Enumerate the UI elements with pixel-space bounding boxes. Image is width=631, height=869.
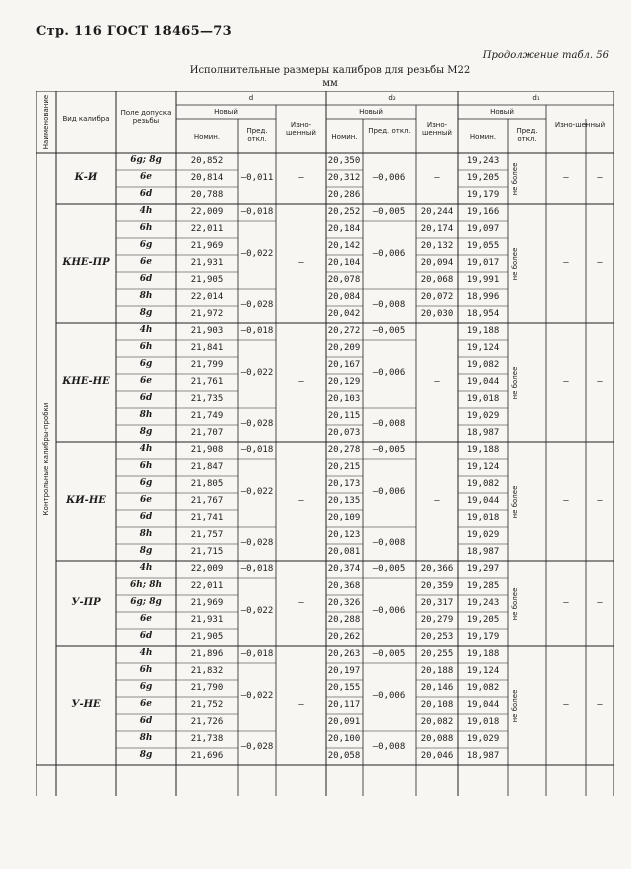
- header-d1: d₁: [532, 94, 540, 102]
- tolerance-field: 6g: [139, 359, 153, 369]
- d1-nominal: 18,987: [466, 751, 500, 761]
- not-more-label: не более: [511, 247, 519, 280]
- d2-nominal: 20,184: [327, 224, 361, 234]
- d2-nominal: 20,135: [327, 496, 361, 506]
- d2-nominal: 20,197: [327, 666, 361, 676]
- d-deviation: —0,011: [240, 172, 274, 183]
- d-nominal: 21,696: [190, 751, 224, 761]
- d-nominal: 20,814: [190, 173, 224, 183]
- d-nominal: 21,799: [190, 360, 224, 370]
- d-nominal: 21,896: [190, 649, 224, 659]
- tolerance-field: 6e: [140, 172, 152, 182]
- d2-nominal: 20,262: [327, 632, 361, 642]
- d2-deviation: —0,005: [372, 444, 406, 455]
- d1-nominal: 19,124: [466, 462, 500, 472]
- d1-nominal: 19,205: [466, 173, 500, 183]
- header-dev: Пред. откл.: [246, 127, 268, 143]
- d1-nominal: 19,188: [466, 445, 500, 455]
- d-worn-dash: —: [298, 597, 304, 608]
- d2-nominal: 20,091: [327, 717, 361, 727]
- d1-nominal: 19,297: [466, 564, 500, 574]
- d-nominal: 21,715: [190, 547, 224, 557]
- d2-nominal: 20,073: [327, 428, 361, 438]
- d1-deviation-dash: —: [563, 597, 569, 608]
- d1-nominal: 19,018: [466, 717, 500, 727]
- d2-worn: 20,174: [420, 224, 454, 234]
- d-nominal: 21,969: [190, 598, 224, 608]
- d2-worn: 20,094: [420, 258, 454, 268]
- d1-deviation-dash: —: [563, 376, 569, 387]
- d1-nominal: 19,029: [466, 734, 500, 744]
- d2-nominal: 20,252: [327, 207, 361, 217]
- table-title: Исполнительные размеры калибров для резьбы М22: [189, 65, 471, 76]
- header-nom: Номин.: [469, 133, 497, 141]
- d2-worn: 20,088: [420, 734, 454, 744]
- d2-nominal: 20,288: [327, 615, 361, 625]
- d-nominal: 21,707: [190, 428, 224, 438]
- d1-nominal: 18,996: [466, 292, 500, 302]
- d2-nominal: 20,326: [327, 598, 361, 608]
- d-nominal: 21,757: [190, 530, 224, 540]
- d1-worn-dash: —: [597, 597, 603, 608]
- d-deviation: —0,022: [240, 368, 274, 378]
- d1-nominal: 19,188: [466, 326, 500, 336]
- d-nominal: 22,011: [190, 581, 224, 591]
- d2-worn: 20,108: [420, 700, 454, 710]
- tolerance-field: 8h: [139, 529, 153, 539]
- d-deviation: —0,022: [240, 691, 274, 701]
- d-nominal: 21,738: [190, 734, 224, 744]
- tolerance-field: 6e: [140, 699, 152, 709]
- header-d2: d₂: [388, 94, 396, 102]
- d-deviation: —0,018: [240, 444, 274, 455]
- d-nominal: 21,735: [190, 394, 224, 404]
- not-more-label: не более: [511, 485, 519, 518]
- d1-deviation-dash: —: [563, 699, 569, 710]
- not-more-label: не более: [511, 162, 519, 195]
- d-deviation: —0,018: [240, 325, 274, 336]
- table-grid: [36, 91, 614, 796]
- tolerance-field: 6d: [139, 274, 153, 284]
- tolerance-field: 6d: [139, 189, 153, 199]
- d2-nominal: 20,042: [327, 309, 361, 319]
- header-d: d: [248, 94, 254, 102]
- d-nominal: 21,847: [190, 462, 224, 472]
- d1-nominal: 19,285: [466, 581, 500, 591]
- d2-worn-dash: —: [434, 172, 440, 183]
- d2-deviation: —0,005: [372, 206, 406, 217]
- d1-nominal: 19,991: [466, 275, 500, 285]
- d2-deviation: —0,005: [372, 648, 406, 659]
- d-nominal: 21,761: [190, 377, 224, 387]
- gauge-type-label: КИ-НЕ: [66, 494, 106, 506]
- d1-nominal: 19,029: [466, 411, 500, 421]
- d2-nominal: 20,129: [327, 377, 361, 387]
- tolerance-field: 6g: [139, 478, 153, 488]
- gauge-type-label: КНЕ-ПР: [62, 256, 110, 268]
- d-nominal: 21,908: [190, 445, 224, 455]
- d1-nominal: 19,097: [466, 224, 500, 234]
- d-deviation: —0,028: [240, 419, 274, 429]
- tolerance-field: 8h: [139, 291, 153, 301]
- d1-nominal: 19,018: [466, 394, 500, 404]
- tolerance-field: 8h: [139, 733, 153, 743]
- d-deviation: —0,022: [240, 606, 274, 616]
- d-nominal: 21,972: [190, 309, 224, 319]
- d2-worn: 20,068: [420, 275, 454, 285]
- d2-worn: 20,082: [420, 717, 454, 727]
- d2-nominal: 20,155: [327, 683, 361, 693]
- d2-worn: 20,046: [420, 751, 454, 761]
- d2-deviation: —0,008: [372, 538, 406, 548]
- d2-worn: 20,253: [420, 632, 454, 642]
- tolerance-field: 6d: [139, 393, 153, 403]
- d2-deviation: —0,005: [372, 563, 406, 574]
- d-deviation: —0,028: [240, 300, 274, 310]
- table-title-block: [150, 64, 510, 90]
- d2-deviation: —0,006: [372, 172, 406, 183]
- d2-worn: 20,188: [420, 666, 454, 676]
- header-worn: Изно-шенный: [422, 121, 452, 137]
- d-deviation: —0,022: [240, 487, 274, 497]
- d1-worn-dash: —: [597, 376, 603, 387]
- d-nominal: 21,752: [190, 700, 224, 710]
- d1-nominal: 18,987: [466, 428, 500, 438]
- d2-nominal: 20,109: [327, 513, 361, 523]
- d2-nominal: 20,100: [327, 734, 361, 744]
- d1-nominal: 18,987: [466, 547, 500, 557]
- tolerance-field: 6e: [140, 257, 152, 267]
- d1-nominal: 19,044: [466, 377, 500, 387]
- d2-nominal: 20,081: [327, 547, 361, 557]
- header-dev: Пред. откл.: [368, 127, 411, 135]
- d1-deviation-dash: —: [563, 495, 569, 506]
- header-nom: Номин.: [331, 133, 358, 141]
- d1-nominal: 19,243: [466, 156, 500, 166]
- tolerance-field: 6e: [140, 376, 152, 386]
- d2-nominal: 20,374: [327, 564, 361, 574]
- d-worn-dash: —: [298, 257, 304, 268]
- header-nom: Номин.: [193, 133, 221, 141]
- d1-nominal: 19,082: [466, 479, 500, 489]
- d2-worn: 20,132: [420, 241, 454, 251]
- d2-nominal: 20,272: [327, 326, 361, 336]
- d2-nominal: 20,215: [327, 462, 361, 472]
- tolerance-field: 8g: [139, 427, 153, 437]
- not-more-label: не более: [511, 587, 519, 620]
- d2-worn: 20,030: [420, 309, 454, 319]
- d2-nominal: 20,078: [327, 275, 361, 285]
- d2-worn: 20,146: [420, 683, 454, 693]
- d2-worn: 20,072: [420, 292, 454, 302]
- d2-deviation: —0,006: [372, 487, 406, 497]
- gauge-type-label: У-ПР: [71, 596, 101, 608]
- d-nominal: 21,749: [190, 411, 224, 421]
- gauge-type-label: К-И: [74, 171, 98, 183]
- d-deviation: —0,018: [240, 206, 274, 217]
- d2-nominal: 20,103: [327, 394, 361, 404]
- d-nominal: 21,931: [190, 615, 224, 625]
- header-new: Новый: [359, 108, 383, 116]
- d-nominal: 22,014: [190, 292, 224, 302]
- tolerance-field: 4h: [139, 444, 153, 454]
- header-worn: Изно-шенный: [554, 121, 606, 129]
- d1-nominal: 19,082: [466, 360, 500, 370]
- tolerance-field: 8h: [139, 410, 153, 420]
- d-deviation: —0,018: [240, 563, 274, 574]
- d-nominal: 21,805: [190, 479, 224, 489]
- d2-nominal: 20,058: [327, 751, 361, 761]
- header-type: Вид калибра: [62, 115, 110, 123]
- d-worn-dash: —: [298, 699, 304, 710]
- d2-nominal: 20,368: [327, 581, 361, 591]
- d-worn-dash: —: [298, 495, 304, 506]
- d2-nominal: 20,350: [327, 156, 361, 166]
- tolerance-field: 6g; 8g: [130, 597, 162, 607]
- d1-nominal: 19,124: [466, 666, 500, 676]
- d-deviation: —0,028: [240, 742, 274, 752]
- header-new: Новый: [490, 108, 514, 116]
- header-new: Новый: [214, 108, 238, 116]
- section-label: Контрольные калибры-пробки: [42, 402, 50, 516]
- gauge-type-label: КНЕ-НЕ: [62, 375, 110, 387]
- d2-worn-dash: —: [434, 495, 440, 506]
- d2-worn: 20,366: [420, 564, 454, 574]
- header-name: Наименование: [42, 94, 50, 150]
- d1-deviation-dash: —: [563, 257, 569, 268]
- d-deviation: —0,018: [240, 648, 274, 659]
- d2-deviation: —0,006: [372, 691, 406, 701]
- d1-worn-dash: —: [597, 699, 603, 710]
- not-more-label: не более: [511, 689, 519, 722]
- tolerance-field: 6h: [139, 461, 153, 471]
- d-nominal: 21,931: [190, 258, 224, 268]
- tolerance-field: 6g; 8g: [130, 155, 162, 165]
- d1-nominal: 18,954: [466, 309, 500, 319]
- d1-nominal: 19,243: [466, 598, 500, 608]
- tolerance-field: 6d: [139, 716, 153, 726]
- dimensions-table: [36, 91, 614, 796]
- tolerance-field: 6g: [139, 682, 153, 692]
- d-nominal: 21,767: [190, 496, 224, 506]
- d2-deviation: —0,006: [372, 249, 406, 259]
- d-nominal: 22,009: [190, 207, 224, 217]
- tolerance-field: 6d: [139, 512, 153, 522]
- tolerance-field: 6h; 8h: [129, 580, 163, 590]
- d-nominal: 21,726: [190, 717, 224, 727]
- d-nominal: 21,905: [190, 275, 224, 285]
- d-nominal: 20,852: [190, 156, 224, 166]
- header-worn: Изно-шенный: [286, 121, 316, 137]
- d-worn-dash: —: [298, 172, 304, 183]
- tolerance-field: 4h: [139, 206, 153, 216]
- d2-nominal: 20,286: [327, 190, 361, 200]
- tolerance-field: 6e: [140, 495, 152, 505]
- tolerance-field: 4h: [139, 325, 153, 335]
- d-deviation: —0,022: [240, 249, 274, 259]
- d1-nominal: 19,124: [466, 343, 500, 353]
- d2-worn: 20,317: [420, 598, 454, 608]
- d1-nominal: 19,205: [466, 615, 500, 625]
- d2-nominal: 20,084: [327, 292, 361, 302]
- tolerance-field: 8g: [139, 750, 153, 760]
- tolerance-field: 6h: [139, 342, 153, 352]
- d2-nominal: 20,173: [327, 479, 361, 489]
- tolerance-field: 6h: [139, 665, 153, 675]
- page-label: Стр. 116 ГОСТ 18465—73: [36, 24, 232, 39]
- tolerance-field: 8g: [139, 546, 153, 556]
- header-field: Поле допуска резьбы: [120, 109, 172, 125]
- tolerance-field: 6g: [139, 240, 153, 250]
- tolerance-field: 4h: [139, 563, 153, 573]
- tolerance-field: 4h: [139, 648, 153, 658]
- d-nominal: 22,009: [190, 564, 224, 574]
- d-nominal: 21,903: [190, 326, 224, 336]
- d1-nominal: 19,018: [466, 513, 500, 523]
- d1-nominal: 19,179: [466, 632, 500, 642]
- d2-nominal: 20,104: [327, 258, 361, 268]
- tolerance-field: 6e: [140, 614, 152, 624]
- d-nominal: 20,788: [190, 190, 224, 200]
- d2-deviation: —0,005: [372, 325, 406, 336]
- d1-worn-dash: —: [597, 495, 603, 506]
- d1-deviation-dash: —: [563, 172, 569, 183]
- d2-worn: 20,279: [420, 615, 454, 625]
- d1-nominal: 19,055: [466, 241, 500, 251]
- tolerance-field: 8g: [139, 308, 153, 318]
- d2-deviation: —0,008: [372, 419, 406, 429]
- d2-nominal: 20,123: [327, 530, 361, 540]
- d2-worn: 20,244: [420, 207, 454, 217]
- d2-worn: 20,255: [420, 649, 454, 659]
- d1-nominal: 19,179: [466, 190, 500, 200]
- d-nominal: 21,832: [190, 666, 224, 676]
- d2-deviation: —0,006: [372, 368, 406, 378]
- d-deviation: —0,028: [240, 538, 274, 548]
- header-dev: Пред. откл.: [516, 127, 538, 143]
- d1-worn-dash: —: [597, 257, 603, 268]
- d2-nominal: 20,115: [327, 411, 361, 421]
- d-nominal: 21,741: [190, 513, 224, 523]
- d2-deviation: —0,006: [372, 606, 406, 616]
- gauge-type-label: У-НЕ: [71, 698, 101, 710]
- tolerance-field: 6d: [139, 631, 153, 641]
- d1-nominal: 19,029: [466, 530, 500, 540]
- d1-nominal: 19,188: [466, 649, 500, 659]
- d-nominal: 21,790: [190, 683, 224, 693]
- d2-nominal: 20,209: [327, 343, 361, 353]
- d1-nominal: 19,017: [466, 258, 500, 268]
- continuation-note: Продолжение табл. 56: [482, 50, 609, 61]
- d1-nominal: 19,044: [466, 700, 500, 710]
- not-more-label: не более: [511, 366, 519, 399]
- d2-nominal: 20,167: [327, 360, 361, 370]
- d1-worn-dash: —: [597, 172, 603, 183]
- d-nominal: 22,011: [190, 224, 224, 234]
- d2-deviation: —0,008: [372, 742, 406, 752]
- d2-nominal: 20,263: [327, 649, 361, 659]
- d2-nominal: 20,117: [327, 700, 361, 710]
- d2-nominal: 20,278: [327, 445, 361, 455]
- d1-nominal: 19,044: [466, 496, 500, 506]
- d2-worn-dash: —: [434, 376, 440, 387]
- tolerance-field: 6h: [139, 223, 153, 233]
- d2-nominal: 20,312: [327, 173, 361, 183]
- d-nominal: 21,969: [190, 241, 224, 251]
- d-worn-dash: —: [298, 376, 304, 387]
- d-nominal: 21,841: [190, 343, 224, 353]
- d2-deviation: —0,008: [372, 300, 406, 310]
- d2-nominal: 20,142: [327, 241, 361, 251]
- d2-worn: 20,359: [420, 581, 454, 591]
- d1-nominal: 19,166: [466, 207, 500, 217]
- d1-nominal: 19,082: [466, 683, 500, 693]
- table-unit: мм: [322, 78, 338, 89]
- d-nominal: 21,905: [190, 632, 224, 642]
